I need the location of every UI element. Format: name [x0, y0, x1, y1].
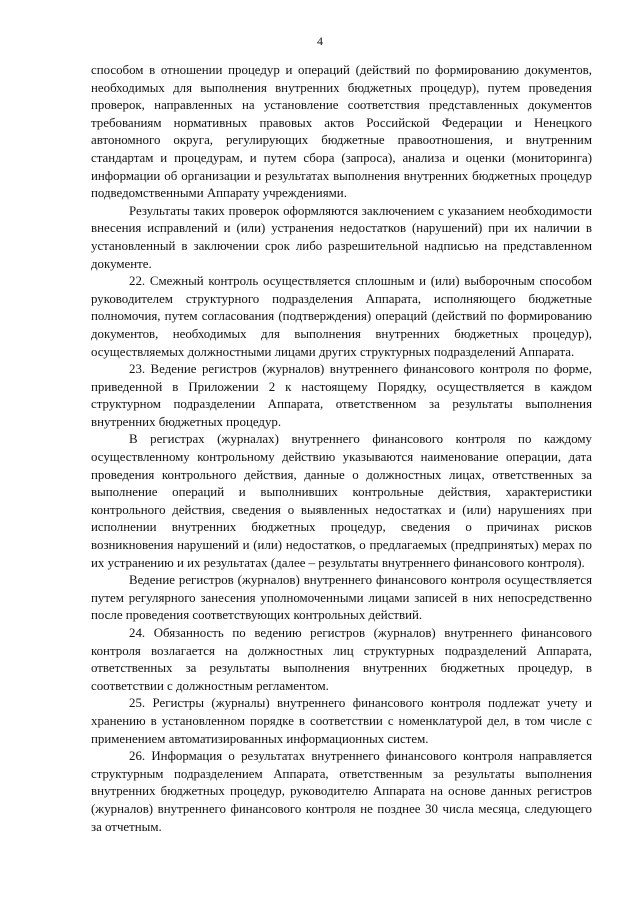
- paragraph: способом в отношении процедур и операций (действий по формированию документов, необходимых для выполнения внутренних бюджетных процедур), путем проведения проверок, направленных на установление соответствия представленных документов требованиям нормативных правовых актов Российской Федерации и Ненецкого автономного округа, регулирующих бюджетные правоотношения, и внутренним стандартам и процедурам, и путем сбора (запроса), анализа и оценки (мониторинга) информации об организации и результатах выполнения внутренних бюджетных процедур подведомственными Аппарату учреждениями.: [91, 63, 592, 201]
- paragraph: 24. Обязанность по ведению регистров (журналов) внутреннего финансового контроля возлагается на должностных лиц структурных подразделений Аппарата, ответственных за результаты выполнения внутренних бюджетных процедур, в соответствии с должностным регламентом.: [91, 626, 592, 693]
- paragraph: 26. Информация о результатах внутреннего финансового контроля направляется структурным подразделением Аппарата, ответственным за результаты выполнения внутренних бюджетных процедур, руководителю Аппарата на основе данных регистров (журналов) внутреннего финансового контроля не позднее 30 числа месяца, следующего за отчетным.: [91, 749, 592, 834]
- page-number: 4: [317, 34, 323, 48]
- paragraph: Ведение регистров (журналов) внутреннего финансового контроля осуществляется путем регулярного занесения уполномоченными лицами записей в них непосредственно после проведения соответствующих контрольных действий.: [91, 573, 592, 623]
- document-body: [91, 62, 592, 836]
- paragraph: 23. Ведение регистров (журналов) внутреннего финансового контроля по форме, приведенной в Приложении 2 к настоящему Порядку, осуществляется в каждом структурном подразделении Аппарата, ответственном за результаты выполнения внутренних бюджетных процедур.: [91, 362, 592, 429]
- paragraph: 22. Смежный контроль осуществляется сплошным и (или) выборочным способом руководителем структурного подразделения Аппарата, исполняющего бюджетные полномочия, путем согласования (подтверждения) операций (действий по формированию документов, необходимых для выполнения внутренних бюджетных процедур), осуществляемых должностными лицами других структурных подразделений Аппарата.: [91, 274, 592, 359]
- paragraph: В регистрах (журналах) внутреннего финансового контроля по каждому осуществленному контрольному действию указываются наименование операции, дата проведения контрольного действия, данные о должностных лицах, ответственных за выполнение операций и выполнивших контрольные действия, характеристики контрольного действия, сведения о выявленных недостатках и (или) нарушениях при исполнении внутренних бюджетных процедур, сведения о причинах рисков возникновения нарушений и (или) недостатков, о предлагаемых (предпринятых) мерах по их устранению и их результатах (далее – результаты внутреннего финансового контроля).: [91, 432, 592, 570]
- paragraph: 25. Регистры (журналы) внутреннего финансового контроля подлежат учету и хранению в установленном порядке в соответствии с номенклатурой дел, в том числе с применением автоматизированных информационных систем.: [91, 696, 592, 746]
- paragraph: Результаты таких проверок оформляются заключением с указанием необходимости внесения исправлений и (или) устранения недостатков (нарушений) при их наличии в установленный в заключении срок либо разрешительной надписью на представленном документе.: [91, 203, 592, 271]
